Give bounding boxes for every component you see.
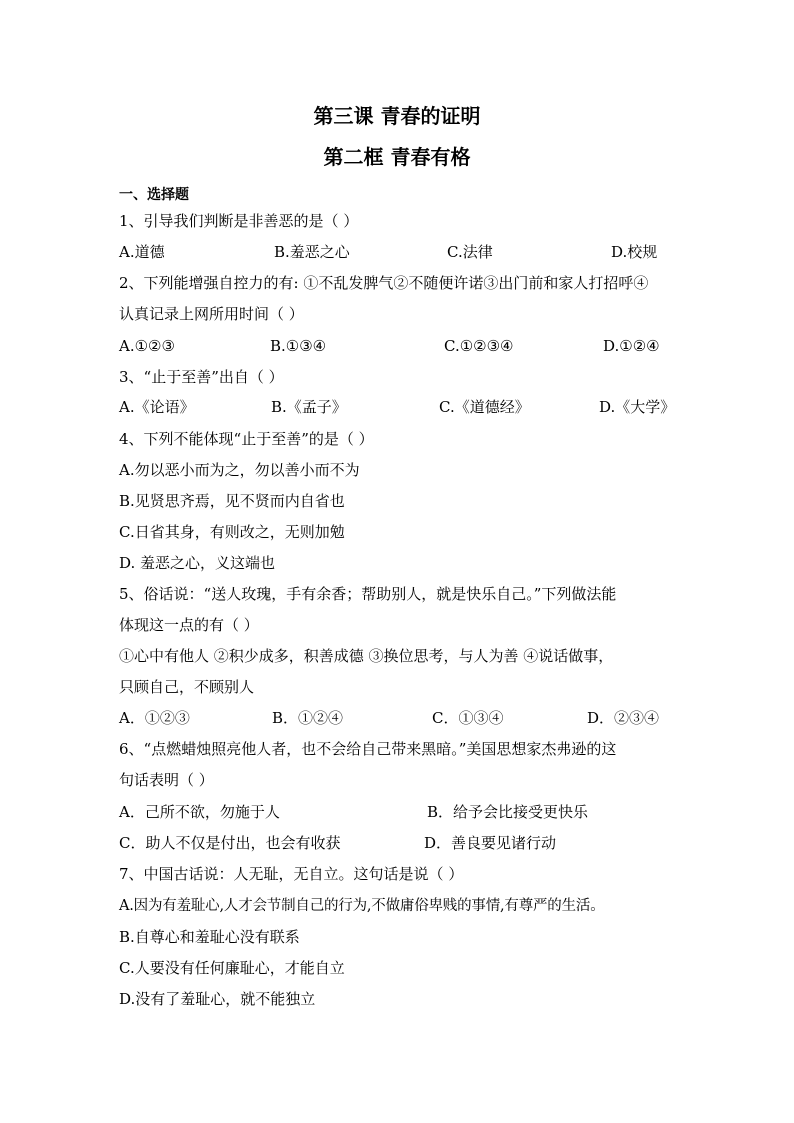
question-2-option-b: B.①③④ xyxy=(270,337,327,355)
question-7-option-d: D.没有了羞耻心，就不能独立 xyxy=(119,990,316,1008)
question-6-option-a: A．己所不欲，勿施于人 xyxy=(119,803,280,821)
question-5-items-line-1: ①心中有他人 ②积少成多，积善成德 ③换位思考，与人为善 ④说话做事， xyxy=(119,647,614,665)
question-4-option-c: C.日省其身，有则改之，无则加勉 xyxy=(119,523,345,541)
question-2-option-a: A.①②③ xyxy=(119,337,175,355)
question-5-stem-line-2: 体现这一点的有（ ） xyxy=(119,616,259,634)
question-7-option-b: B.自尊心和羞耻心没有联系 xyxy=(119,928,300,946)
question-5-option-a: A．①②③ xyxy=(119,709,190,727)
question-2-stem-line-1: 2、下列能增强自控力的有: ①不乱发脾气②不随便许诺③出门前和家人打招呼④ xyxy=(119,274,649,292)
question-5-items-line-2: 只顾自己，不顾别人 xyxy=(119,678,255,696)
question-7-option-c: C.人要没有任何廉耻心，才能自立 xyxy=(119,959,345,977)
question-5-option-d: D．②③④ xyxy=(587,709,660,727)
question-6-option-d: D．善良要见诸行动 xyxy=(424,834,557,852)
question-3-option-a: A.《论语》 xyxy=(119,398,195,416)
question-1-option-b: B.羞恶之心 xyxy=(274,243,350,261)
question-1-stem: 1、引导我们判断是非善恶的是（ ） xyxy=(119,212,359,230)
question-4-option-a: A.勿以恶小而为之，勿以善小而不为 xyxy=(119,461,360,479)
section-heading: 一、选择题 xyxy=(119,187,189,203)
question-6-option-b: B．给予会比接受更快乐 xyxy=(427,803,589,821)
question-3-option-c: C.《道德经》 xyxy=(439,398,530,416)
question-2-option-c: C.①②③④ xyxy=(444,337,514,355)
question-6-stem-line-2: 句话表明（ ） xyxy=(119,771,214,789)
section-subtitle: 第二框 青春有格 xyxy=(323,145,471,169)
question-4-option-b: B.见贤思齐焉，见不贤而内自省也 xyxy=(119,492,345,510)
lesson-title: 第三课 青春的证明 xyxy=(313,104,481,128)
question-5-stem-line-1: 5、俗话说：“送人玫瑰，手有余香；帮助别人，就是快乐自己。”下列做法能 xyxy=(119,585,617,603)
question-7-option-a: A.因为有羞耻心,人才会节制自己的行为,不做庸俗卑贱的事情,有尊严的生活。 xyxy=(119,898,605,914)
question-1-option-c: C.法律 xyxy=(447,243,493,261)
question-3-stem: 3、“止于至善”出自（ ） xyxy=(119,368,284,386)
question-6-stem-line-1: 6、“点燃蜡烛照亮他人者，也不会给自己带来黑暗。”美国思想家杰弗逊的这 xyxy=(119,740,617,758)
question-1-option-a: A.道德 xyxy=(119,243,165,261)
question-3-option-d: D.《大学》 xyxy=(599,398,676,416)
question-4-stem: 4、下列不能体现“止于至善”的是（ ） xyxy=(119,430,374,448)
question-7-stem: 7、中国古话说：人无耻，无自立。这句话是说（ ） xyxy=(119,865,464,883)
question-6-option-c: C．助人不仅是付出，也会有收获 xyxy=(119,834,341,852)
question-4-option-d: D. 羞恶之心，义这端也 xyxy=(119,554,276,572)
question-3-option-b: B.《孟子》 xyxy=(271,398,347,416)
question-5-option-b: B．①②④ xyxy=(272,709,344,727)
question-5-option-c: C．①③④ xyxy=(432,709,504,727)
question-2-option-d: D.①②④ xyxy=(603,337,660,355)
question-1-option-d: D.校规 xyxy=(611,243,658,261)
question-2-stem-line-2: 认真记录上网所用时间（ ） xyxy=(119,305,304,323)
